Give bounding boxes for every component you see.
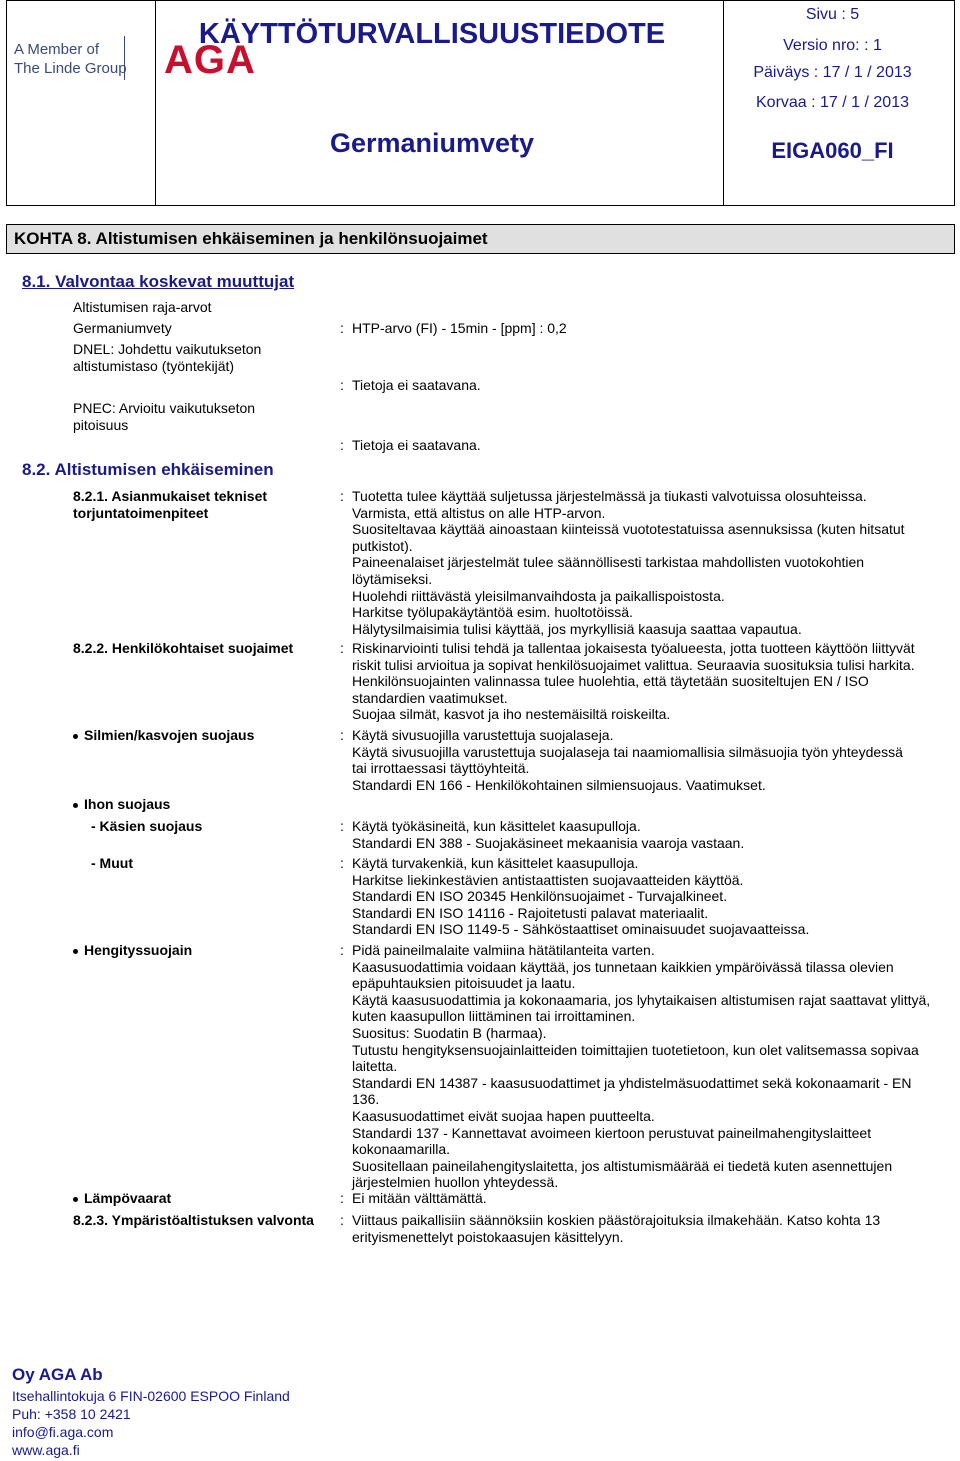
- text-line: Käytä sivusuojilla varustettuja suojalaseja.: [352, 727, 614, 743]
- text-line: Harkitse työlupakäytäntöä esim. huoltotöissä.: [352, 604, 633, 621]
- label-text: Lämpövaarat: [84, 1190, 172, 1206]
- dnel-value: Tietoja ei saatavana.: [352, 377, 481, 393]
- pnec-value: Tietoja ei saatavana.: [352, 437, 481, 453]
- ppe-text: [352, 640, 948, 723]
- text-line: Standardi EN ISO 14116 - Rajoitetusti palavat materiaalit.: [352, 904, 709, 921]
- issue-date: Päiväys : 17 / 1 / 2013: [753, 64, 912, 81]
- substance-limit-value: HTP-arvo (FI) - 15min - [ppm] : 0,2: [352, 320, 567, 336]
- limits-label: Altistumisen raja-arvot: [73, 299, 212, 315]
- linde-group-logo-text: [14, 40, 130, 78]
- text-line: Käytä turvakenkiä, kun käsittelet kaasupulloja.: [352, 855, 639, 871]
- text-line: Tuotetta tulee käyttää suljetussa järjestelmässä ja tiukasti valvotuissa olosuhteissa.: [352, 488, 867, 504]
- text-line: Käytä työkäsineitä, kun käsittelet kaasupulloja.: [352, 818, 641, 834]
- logo-divider: [124, 36, 125, 80]
- text-line: Standardi EN 14387 - kaasusuodattimet ja yhdistelmäsuodattimet sekä kokonaamarit - EN: [352, 1074, 912, 1091]
- company-name: Oy AGA Ab: [12, 1365, 103, 1384]
- label-text: Hengityssuojain: [84, 942, 193, 958]
- skin-protection-label: [73, 796, 170, 813]
- text-line: standardien vaatimukset.: [352, 689, 508, 706]
- text-line: Kaasusuodattimia voidaan käyttää, jos tunnetaan kaikkien ympäröivässä tilassa olevien: [352, 958, 894, 975]
- text-line: Standardi EN ISO 1149-5 - Sähköstaattiset ominaisuudet suojavaatteissa.: [352, 921, 810, 938]
- product-name: Germaniumvety: [329, 128, 535, 158]
- text-line: Paineenalaiset järjestelmät tulee säännöllisesti tarkistaa mahdollisten vuotokohtien: [352, 554, 865, 571]
- text-line: Suositellaan paineilahengityslaitetta, jos altistumismäärää ei tiedetä kuten asennettujen: [352, 1157, 893, 1174]
- colon: :: [340, 488, 344, 504]
- other-protection-label: - Muut: [91, 855, 133, 871]
- text-line: Suositus: Suodatin B (harmaa).: [352, 1024, 547, 1041]
- subsection-heading: 8.1. Valvontaa koskevat muuttujat: [22, 272, 295, 291]
- text-line: Pidä paineilmalaite valmiina hätätilanteita varten.: [352, 942, 655, 958]
- colon: :: [340, 640, 344, 656]
- aga-logo: AGA: [164, 38, 256, 82]
- hand-protection-text: [352, 818, 948, 851]
- company-phone: Puh: +358 10 2421: [12, 1406, 131, 1422]
- subsection-heading: 8.2. Altistumisen ehkäiseminen: [22, 460, 274, 479]
- substance-name: Germaniumvety: [73, 320, 172, 336]
- technical-controls-label: [73, 488, 323, 521]
- document-title: KÄYTTÖTURVALLISUUSTIEDOTE: [198, 18, 666, 50]
- eye-protection-label: [73, 727, 254, 744]
- hand-protection-label: - Käsien suojaus: [91, 818, 203, 834]
- text-line: Suositeltavaa käyttää ainoastaan kiinteissä vuototestatuissa asennuksissa (kuten hitsatut: [352, 521, 905, 538]
- replaces-date: Korvaa : 17 / 1 / 2013: [756, 94, 909, 111]
- text-line: Kaasusuodattimet eivät suojaa hapen puutteelta.: [352, 1107, 655, 1124]
- text-line: Varmista, että altistus on alle HTP-arvon.: [352, 504, 606, 521]
- text-line: Suojaa silmät, kasvot ja iho nestemäisiltä roiskeilta.: [352, 706, 671, 723]
- colon: :: [340, 855, 344, 871]
- colon: :: [340, 437, 344, 453]
- label-text: Silmien/kasvojen suojaus: [84, 727, 255, 743]
- text-line: kuten kaasupullon liittäminen tai irroittaminen.: [352, 1008, 636, 1025]
- colon: :: [340, 942, 344, 958]
- bullet-icon: [73, 1197, 78, 1202]
- label-line: PNEC: Arvioitu vaikutukseton: [73, 400, 256, 416]
- text-line: Viittaus paikallisiin säännöksiin koskien päästörajoituksia ilmakehään. Katso kohta 13: [352, 1212, 881, 1228]
- environmental-controls-text: [352, 1212, 948, 1245]
- text-line: putkistot).: [352, 537, 413, 554]
- logo-member-line: A Member of: [14, 41, 100, 58]
- bullet-icon: [73, 734, 78, 739]
- thermal-hazards-label: [73, 1190, 171, 1207]
- version-number: Versio nro: : 1: [783, 37, 882, 54]
- text-line: Standardi 137 - Kannettavat avoimeen kiertoon perustuvat paineilmahengityslaitteet: [352, 1124, 872, 1141]
- text-line: epäpuhtauksien pitoisuudet ja laatu.: [352, 975, 576, 992]
- respiratory-protection-label: [73, 942, 192, 959]
- dnel-label: [73, 341, 261, 374]
- technical-controls-text: [352, 488, 948, 637]
- text-line: laitetta.: [352, 1058, 398, 1075]
- bullet-icon: [73, 803, 78, 808]
- text-line: Henkilönsuojainten valinnassa tulee huolehtia, että täytetään suositeltujen EN / ISO: [352, 673, 869, 690]
- eye-protection-text: [352, 727, 948, 793]
- colon: :: [340, 1212, 344, 1228]
- colon: :: [340, 818, 344, 834]
- other-protection-text: [352, 855, 948, 938]
- text-line: tai irrottaessasi täyttöyhteitä.: [352, 760, 530, 777]
- section-title: KOHTA 8. Altistumisen ehkäiseminen ja henkilönsuojaimet: [6, 224, 955, 254]
- text-line: 136.: [352, 1091, 380, 1108]
- text-line: Käytä kaasusuodattimia ja kokonaamaria, jos lyhytaikaisen altistumisen rajat saattavat ylittyä,: [352, 991, 931, 1008]
- company-address: Itsehallintokuja 6 FIN-02600 ESPOO Finland: [12, 1388, 290, 1404]
- text-line: Standardi EN ISO 20345 Henkilönsuojaimet - Turvajalkineet.: [352, 888, 728, 905]
- respiratory-protection-text: [352, 942, 948, 1191]
- pnec-label: [73, 400, 255, 433]
- text-line: kokonaamarilla.: [352, 1141, 451, 1158]
- bullet-icon: [73, 949, 78, 954]
- text-line: Käytä sivusuojilla varustettuja suojalaseja tai naamiomallisia silmäsuojia työn yhteydessä: [352, 743, 903, 760]
- text-line: Standardi EN 166 - Henkilökohtainen silmiensuojaus. Vaatimukset.: [352, 776, 766, 793]
- text-line: Hälytysilmaisimia tulisi käyttää, jos myrkyllisiä kaasuja saattaa vapautua.: [352, 620, 802, 637]
- text-line: Huolehdi riittävästä yleisilmanvaihdosta ja paikallispoistosta.: [352, 587, 725, 604]
- text-line: Standardi EN 388 - Suojakäsineet mekaanisia vaaroja vastaan.: [352, 834, 745, 851]
- company-footer: [12, 1366, 290, 1459]
- text-line: erityismenettelyt poistokaasujen käsittelyyn.: [352, 1228, 624, 1245]
- ppe-label: 8.2.2. Henkilökohtaiset suojaimet: [73, 640, 294, 656]
- environmental-controls-label: 8.2.3. Ympäristöaltistuksen valvonta: [73, 1212, 314, 1228]
- company-email[interactable]: info@fi.aga.com: [12, 1424, 114, 1440]
- text-line: järjestelmien huollon yhteydessä.: [352, 1174, 559, 1191]
- document-code: EIGA060_FI: [771, 138, 894, 163]
- text-line: Harkitse liekinkestävien antistaattisten suojavaatteiden käyttöä.: [352, 871, 744, 888]
- colon: :: [340, 1190, 344, 1206]
- colon: :: [340, 727, 344, 743]
- text-line: Tutustu hengityksensuojainlaitteiden toimittajien tuotetietoon, kun olet valitsemassa sopivaa: [352, 1041, 919, 1058]
- label-line: torjuntatoimenpiteet: [73, 504, 209, 521]
- colon: :: [340, 377, 344, 393]
- label-line: DNEL: Johdettu vaikutukseton: [73, 341, 262, 357]
- text-line: löytämiseksi.: [352, 570, 433, 587]
- logo-member-line: The Linde Group: [14, 60, 127, 77]
- page-number: Sivu : 5: [805, 6, 860, 23]
- label-line: altistumistaso (työntekijät): [73, 357, 235, 374]
- label-text: Ihon suojaus: [84, 796, 171, 812]
- label-line: pitoisuus: [73, 416, 129, 433]
- text-line: Riskinarviointi tulisi tehdä ja tallentaa jokaisesta työalueesta, jotta tuotteen käyttöön liittyvät: [352, 640, 915, 656]
- thermal-hazards-value: Ei mitään välttämättä.: [352, 1190, 487, 1206]
- company-website[interactable]: www.aga.fi: [12, 1442, 80, 1458]
- label-line: 8.2.1. Asianmukaiset tekniset: [73, 488, 268, 504]
- text-line: riskit tulisi arvioitua ja sopivat henkilösuojaimet valittua. Seuraavia suosituksia tulisi harkita.: [352, 656, 915, 673]
- colon: :: [340, 320, 344, 336]
